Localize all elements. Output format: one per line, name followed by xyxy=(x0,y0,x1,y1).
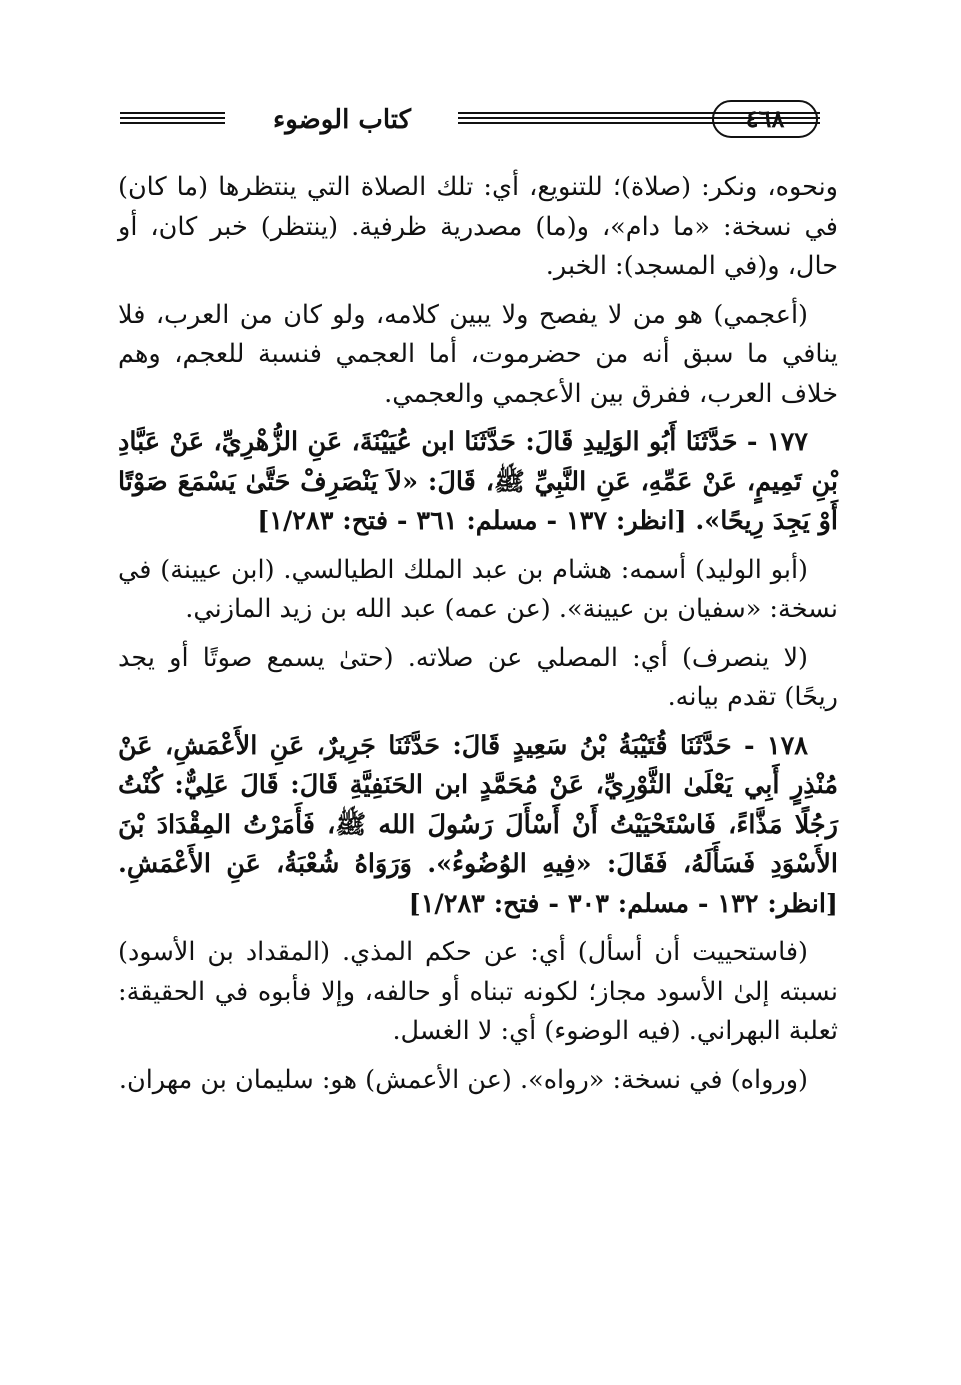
commentary-paragraph: (لا ينصرف) أي: المصلي عن صلاته. (حتىٰ يسمع صوتًا أو يجد ريحًا) تقدم بيانه. xyxy=(118,642,838,712)
commentary-paragraph: (أعجمي) هو من لا يفصح ولا يبين كلامه، ولو كان من العرب، فلا ينافي ما سبق أنه من حضرموت، أما العجمي فنسبة للعجم، وهم خلاف العرب، ففرق بين الأعجمي والعجمي. xyxy=(118,299,838,409)
commentary-paragraph: ونحوه، ونكر: (صلاة)؛ للتنويع، أي: تلك الصلاة التي ينتظرها (ما كان) في نسخة: «ما دام»، و(ما) مصدرية ظرفية. (ينتظر) خبر كان، أو حال، و(في المسجد): الخبر. xyxy=(118,172,838,281)
book-title: كتاب الوضوء xyxy=(273,105,411,135)
hadith-paragraph: ١٧٧ - حَدَّثَنَا أَبُو الوَلِيدِ قَالَ: حَدَّثَنَا ابن عُيَيْنَةَ، عَنِ الزُّهْرِيِّ، عَنْ عَبَّادِ بْنِ تَمِيمٍ، عَنْ عَمِّهِ، عَنِ النَّبِيِّ ﷺ، قَالَ: «لاَ يَنْصَرِفْ حَتَّىٰ يَسْمَعَ صَوْتًا أَوْ يَجِدَ رِيحًا». [انظر: ١٣٧ - مسلم: ٣٦١ - فتح: ١/٢٨٣] xyxy=(118,427,838,536)
commentary-paragraph: (ورواه) في نسخة: «رواه». (عن الأعمش) هو: سليمان بن مهران. xyxy=(118,1064,808,1095)
header-rule-left xyxy=(120,112,225,126)
commentary-paragraph: (أبو الوليد) أسمه: هشام بن عبد الملك الطيالسي. (ابن عيينة) في نسخة: «سفيان بن عيينة». (عن عمه) عبد الله بن زيد المازني. xyxy=(118,554,838,624)
hadith-paragraph: ١٧٨ - حَدَّثَنَا قُتَيْبَةُ بْنُ سَعِيدٍ قَالَ: حَدَّثَنَا جَرِيرٌ، عَنِ الأَعْمَشِ، عَنْ مُنْذِرٍ أَبِي يَعْلَىٰ الثَّوْرِيِّ، عَنْ مُحَمَّدٍ ابن الحَنَفِيَّةِ قَالَ: قَالَ عَلِيٌّ: كُنْتُ رَجُلًا مَذَّاءً، فَاسْتَحْيَيْتُ أَنْ أَسْأَلَ رَسُولَ الله ﷺ، فَأَمَرْتُ المِقْدَادَ بْنَ الأَسْوَدِ فَسَأَلَهُ، فَقَالَ: «فِيهِ الوُضُوءُ». وَرَوَاهُ شُعْبَةُ، عَنِ الأَعْمَشِ. [انظر: ١٣٢ - مسلم: ٣٠٣ - فتح: ١/٢٨٣] xyxy=(118,730,838,919)
page-header xyxy=(120,98,835,142)
page-body xyxy=(118,168,838,1109)
page-number: ٤٦٨ xyxy=(712,100,818,138)
commentary-paragraph: (فاستحييت أن أسأل) أي: عن حكم المذي. (المقداد بن الأسود) نسبته إلىٰ الأسود مجاز؛ لكونه تبناه أو حالفه، وإلا فأبوه في الحقيقة: ثعلبة البهراني. (فيه الوضوء) أي: لا الغسل. xyxy=(118,937,838,1046)
